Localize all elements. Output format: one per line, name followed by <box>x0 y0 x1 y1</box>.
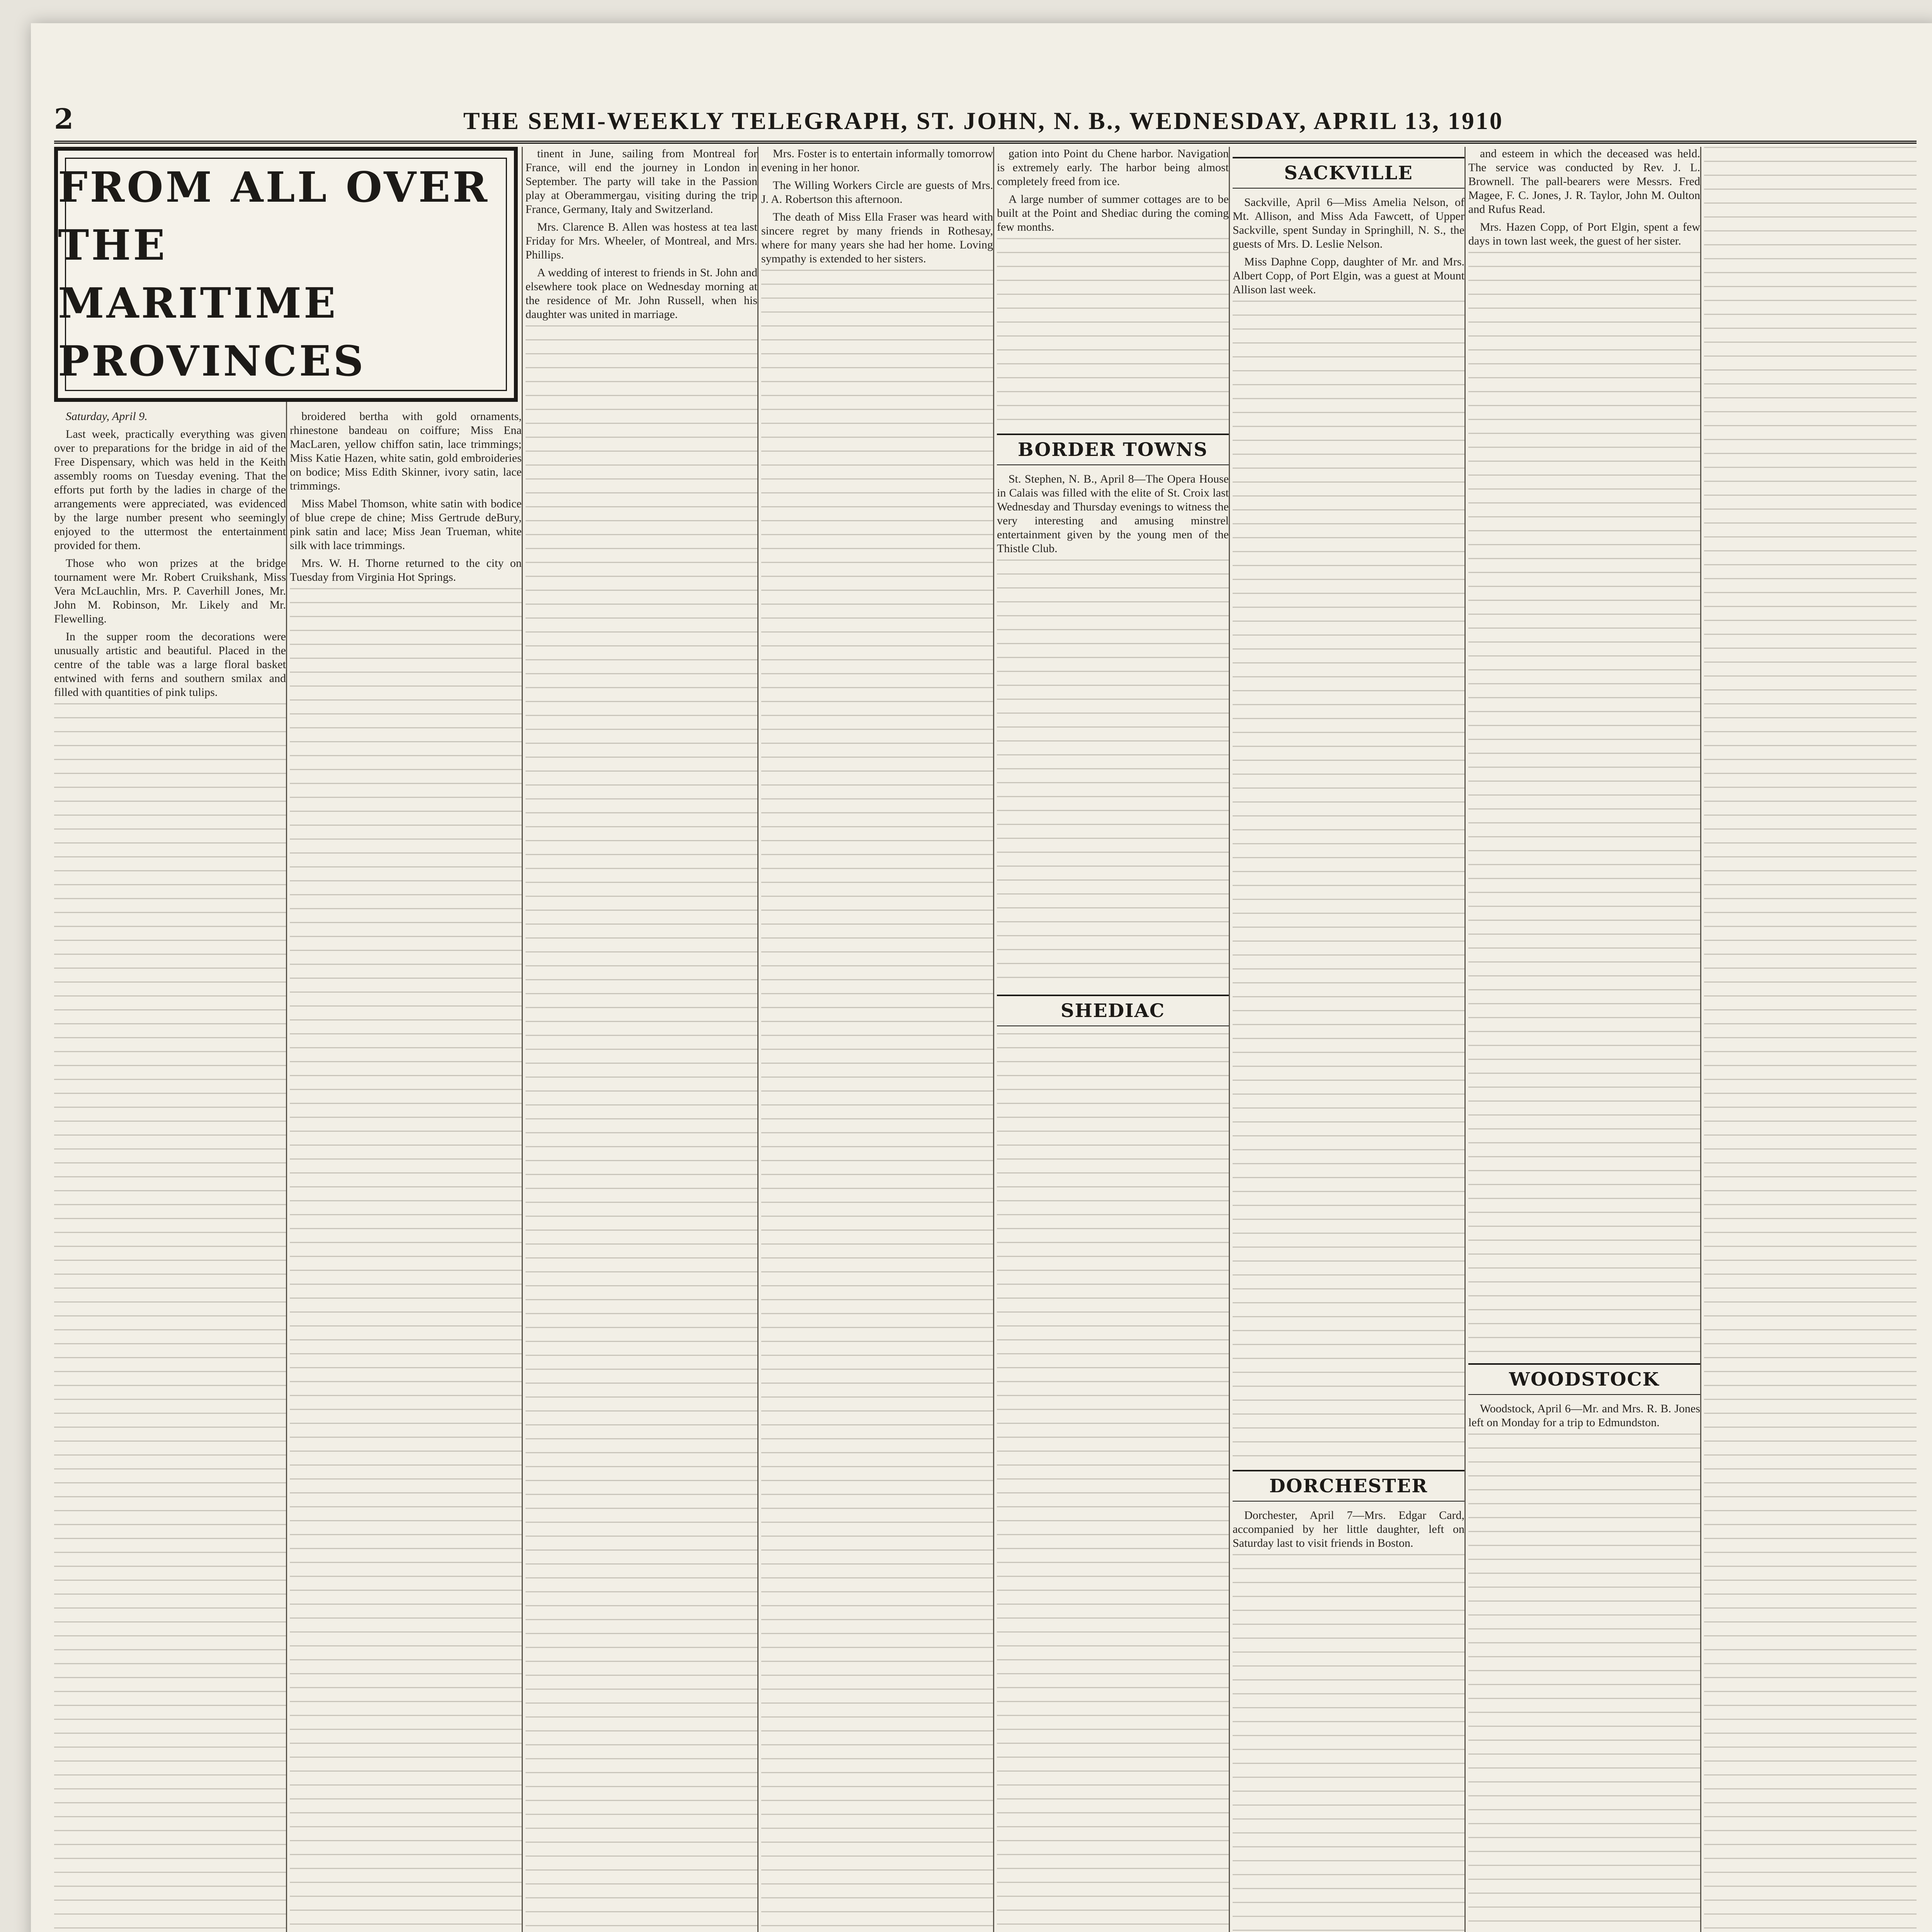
page-number: 2 <box>54 102 74 135</box>
article-paragraph: Mrs. Clarence B. Allen was hostess at tea last Friday for Mrs. Wheeler, of Montreal, and Mrs. Phillips. <box>526 221 757 261</box>
body-text-block <box>1468 252 1700 1353</box>
masthead <box>54 89 1917 144</box>
column-1 <box>54 147 287 1932</box>
body-text-block <box>997 1033 1229 1932</box>
article-paragraph: Those who won prizes at the bridge tournament were Mr. Robert Cruikshank, Miss Vera McLauchlin, Mrs. P. Caverhill Jones, Mr. John M. Robinson, Mr. Likely and Mr. Flewelling. <box>54 557 286 625</box>
body-text-block <box>997 238 1229 423</box>
masthead-title: THE SEMI-WEEKLY TELEGRAPH, ST. JOHN, N. B., WEDNESDAY, APRIL 13, 1910 <box>463 107 1504 134</box>
body-text-block <box>1233 1554 1464 1932</box>
body-text-block <box>1233 301 1464 1460</box>
article-paragraph: gation into Point du Chene harbor. Navigation is extremely early. The harbor being almost completely freed from ice. <box>997 147 1229 188</box>
section-heading-dorchester: DORCHESTER <box>1233 1470 1464 1502</box>
dateline: Dorchester, April 7—Mrs. Edgar Card, accompanied by her little daughter, left on Saturday last to visit friends in Boston. <box>1233 1509 1464 1549</box>
body-text-block <box>1704 147 1917 1932</box>
column-2 <box>290 147 523 1932</box>
article-paragraph: Sackville, April 6—Miss Amelia Nelson, of Mt. Allison, and Miss Ada Fawcett, of Upper Sackville, spent Sunday in Springhill, N. S., the guests of Mrs. D. Leslie Nelson. <box>1233 196 1464 250</box>
body-text-block <box>997 560 1229 985</box>
body-text-block <box>1468 1434 1700 1932</box>
dateline: Saturday, April 9. <box>66 410 148 423</box>
column-8 <box>1704 147 1917 1932</box>
body-text-block <box>290 588 522 1932</box>
dateline: Woodstock, April 6—Mr. and Mrs. R. B. Jones left on Monday for a trip to Edmundston. <box>1468 1402 1700 1429</box>
article-paragraph: and esteem in which the deceased was held. The service was conducted by Rev. J. L. Brownell. The pall-bearers were Messrs. Fred Magee, F. C. Jones, J. R. Taylor, John M. Oulton and Rufus Read. <box>1468 147 1700 216</box>
article-paragraph: Mrs. Foster is to entertain informally tomorrow evening in her honor. <box>761 147 993 174</box>
column-3 <box>526 147 759 1932</box>
article-paragraph: Miss Daphne Copp, daughter of Mr. and Mrs. Albert Copp, of Port Elgin, was a guest at Mount Allison last week. <box>1233 255 1464 296</box>
body-text-block <box>526 325 757 1932</box>
headline-line-2: MARITIME PROVINCES <box>58 279 366 386</box>
dateline: St. Stephen, N. B., April 8—The Opera House in Calais was filled with the elite of St. Croix last Wednesday and Thursday evenings to witness the very interesting and amusing minstrel entertainment given by the young men of the Thistle Club. <box>997 473 1229 555</box>
column-6 <box>1233 147 1466 1932</box>
article-paragraph: Mrs. W. H. Thorne returned to the city on Tuesday from Virginia Hot Springs. <box>290 557 522 583</box>
article-paragraph: In the supper room the decorations were unusually artistic and beautiful. Placed in the centre of the table was a large floral basket entwined with ferns and southern smilax and filled with quantities of pink tulips. <box>54 630 286 699</box>
section-heading-sackville: SACKVILLE <box>1233 157 1464 189</box>
column-5 <box>997 147 1230 1932</box>
article-paragraph: The death of Miss Ella Fraser was heard with sincere regret by many friends in Rothesay, where for many years she had her home. Loving sympathy is extended to her sisters. <box>761 211 993 265</box>
article-paragraph: A wedding of interest to friends in St. John and elsewhere took place on Wednesday morning at the residence of Mr. John Russell, when his daughter was united in marriage. <box>526 266 757 321</box>
headline-line-1: FROM ALL OVER THE <box>58 163 490 270</box>
column-4 <box>761 147 994 1932</box>
article-paragraph: A large number of summer cottages are to be built at the Point and Shediac during the coming few months. <box>997 193 1229 233</box>
article-paragraph: broidered bertha with gold ornaments, rhinestone bandeau on coiffure; Miss Ena MacLaren, yellow chiffon satin, lace trimmings; Miss Katie Hazen, white satin, gold embroideries on bodice; Miss Edith Skinner, ivory satin, lace trimmings. <box>290 410 522 492</box>
newspaper-page <box>31 23 1932 1932</box>
body-text-block <box>54 703 286 1932</box>
section-heading-shediac: SHEDIAC <box>997 995 1229 1026</box>
columns <box>54 147 1917 1932</box>
article-paragraph: Last week, practically everything was given over to preparations for the bridge in aid of the Free Dispensary, which was held in the Keith assembly rooms on Tuesday evening. That the efforts put forth by the ladies in charge of the arrangements were appreciated, was evidenced by the large number present who seemingly enjoyed to the uttermost the entertainment provided for them. <box>54 428 286 552</box>
headline-banner <box>54 147 518 402</box>
column-7 <box>1468 147 1701 1932</box>
article-paragraph: Miss Mabel Thomson, white satin with bodice of blue crepe de chine; Miss Gertrude deBury, pink satin and lace; Miss Jean Trueman, white silk with lace trimmings. <box>290 497 522 552</box>
article-paragraph: The Willing Workers Circle are guests of Mrs. J. A. Robertson this afternoon. <box>761 179 993 206</box>
body-text-block <box>761 270 993 1932</box>
article-paragraph: tinent in June, sailing from Montreal for France, will end the journey in London in September. The party will take in the Passion play at Oberammergau, visiting during the trip France, Germany, Italy and Switzerland. <box>526 147 757 216</box>
article-paragraph: Mrs. Hazen Copp, of Port Elgin, spent a few days in town last week, the guest of her sister. <box>1468 221 1700 247</box>
section-heading-woodstock: WOODSTOCK <box>1468 1363 1700 1395</box>
section-heading-border-towns: BORDER TOWNS <box>997 434 1229 465</box>
